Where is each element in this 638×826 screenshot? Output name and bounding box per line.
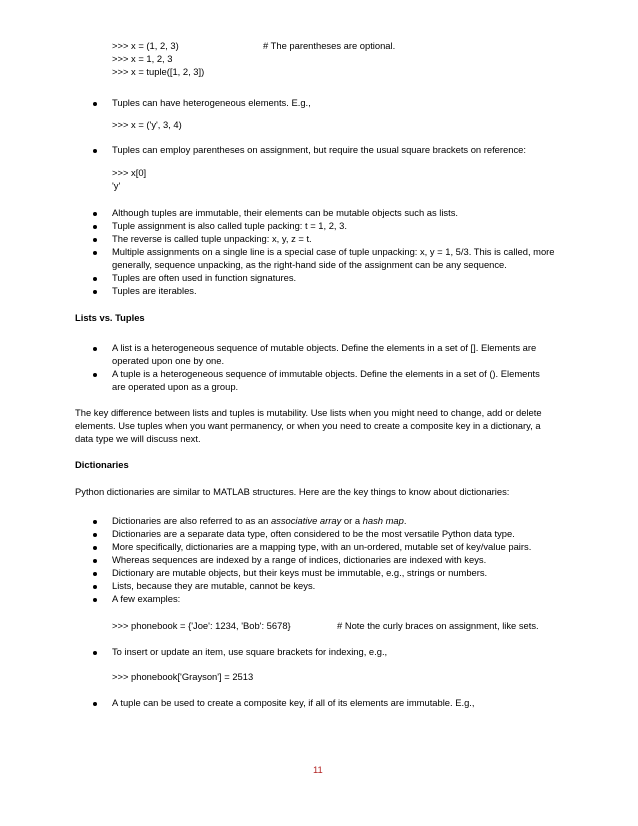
list-item: Tuples can have heterogeneous elements. E.g., — [112, 97, 311, 108]
list-item: The reverse is called tuple unpacking: x, y, z = t. — [112, 233, 312, 244]
code-line: >>> x = (1, 2, 3) — [112, 40, 179, 51]
page-number: 11 — [313, 764, 323, 775]
bullet-icon — [93, 533, 97, 537]
paragraph-line: The key difference between lists and tuples is mutability. Use lists when you might need to change, add or delete — [75, 407, 542, 418]
text-run: or a — [341, 515, 363, 526]
list-item-continuation: generally, sequence unpacking, as the right-hand side of the assignment can be any sequence. — [112, 259, 507, 270]
code-comment: # Note the curly braces on assignment, like sets. — [337, 620, 539, 631]
paragraph-line: Python dictionaries are similar to MATLAB structures. Here are the key things to know about dictionaries: — [75, 486, 510, 497]
bullet-icon — [93, 290, 97, 294]
list-item: Multiple assignments on a single line is a special case of tuple unpacking: x, y = 1, 5/3. This is called, more — [112, 246, 555, 257]
list-item: A tuple can be used to create a composite key, if all of its elements are immutable. E.g., — [112, 697, 475, 708]
bullet-icon — [93, 277, 97, 281]
code-line: >>> phonebook = {'Joe': 1234, 'Bob': 5678} — [112, 620, 291, 631]
code-line: 'y' — [112, 180, 121, 191]
code-comment: # The parentheses are optional. — [263, 40, 396, 51]
list-item: Tuple assignment is also called tuple packing: t = 1, 2, 3. — [112, 220, 347, 231]
list-item: Lists, because they are mutable, cannot be keys. — [112, 580, 316, 591]
section-heading: Dictionaries — [75, 459, 129, 470]
bullet-icon — [93, 585, 97, 589]
bullet-icon — [93, 702, 97, 706]
list-item: A few examples: — [112, 593, 181, 604]
list-item: Tuples are iterables. — [112, 285, 197, 296]
bullet-icon — [93, 251, 97, 255]
list-item: Dictionary are mutable objects, but their keys must be immutable, e.g., strings or numbers. — [112, 567, 488, 578]
list-item-continuation: are operated upon as a group. — [112, 381, 239, 392]
code-line: >>> phonebook['Grayson'] = 2513 — [112, 671, 254, 682]
bullet-icon — [93, 238, 97, 242]
bullet-icon — [93, 212, 97, 216]
list-item-continuation: operated upon one by one. — [112, 355, 225, 366]
text-run: Dictionaries are also referred to as an — [112, 515, 271, 526]
list-item: Tuples can employ parentheses on assignment, but require the usual square brackets on reference: — [112, 144, 526, 155]
bullet-icon — [93, 520, 97, 524]
list-item: Tuples are often used in function signatures. — [112, 272, 297, 283]
list-item: Whereas sequences are indexed by a range of indices, dictionaries are indexed with keys. — [112, 554, 487, 565]
emphasis-text: hash map — [362, 515, 404, 526]
paragraph-line: elements. Use tuples when you want permanency, or when you need to create a composite key in a dictionary, a — [75, 420, 541, 431]
bullet-icon — [93, 598, 97, 602]
text-run: . — [403, 515, 407, 526]
bullet-icon — [93, 546, 97, 550]
list-item: Although tuples are immutable, their elements can be mutable objects such as lists. — [112, 207, 459, 218]
list-item: A list is a heterogeneous sequence of mutable objects. Define the elements in a set of []. Elements are — [112, 342, 537, 353]
code-line: >>> x = tuple([1, 2, 3]) — [112, 66, 205, 77]
paragraph-line: data type we will discuss next. — [75, 433, 201, 444]
list-item: More specifically, dictionaries are a mapping type, with an un-ordered, mutable set of key/value pairs. — [112, 541, 532, 552]
list-item: To insert or update an item, use square brackets for indexing, e.g., — [112, 646, 388, 657]
section-heading: Lists vs. Tuples — [75, 312, 145, 323]
bullet-icon — [93, 572, 97, 576]
bullet-icon — [93, 651, 97, 655]
code-line: >>> x = ('y', 3, 4) — [112, 119, 182, 130]
bullet-icon — [93, 347, 97, 351]
bullet-icon — [93, 149, 97, 153]
code-line: >>> x = 1, 2, 3 — [112, 53, 173, 64]
emphasis-text: associative array — [270, 515, 342, 526]
bullet-icon — [93, 559, 97, 563]
bullet-icon — [93, 225, 97, 229]
list-item: Dictionaries are a separate data type, often considered to be the most versatile Python data type. — [112, 528, 515, 539]
list-item — [112, 514, 406, 527]
code-line: >>> x[0] — [112, 167, 147, 178]
bullet-icon — [93, 373, 97, 377]
list-item: A tuple is a heterogeneous sequence of immutable objects. Define the elements in a set of (). Elements — [112, 368, 540, 379]
bullet-icon — [93, 102, 97, 106]
